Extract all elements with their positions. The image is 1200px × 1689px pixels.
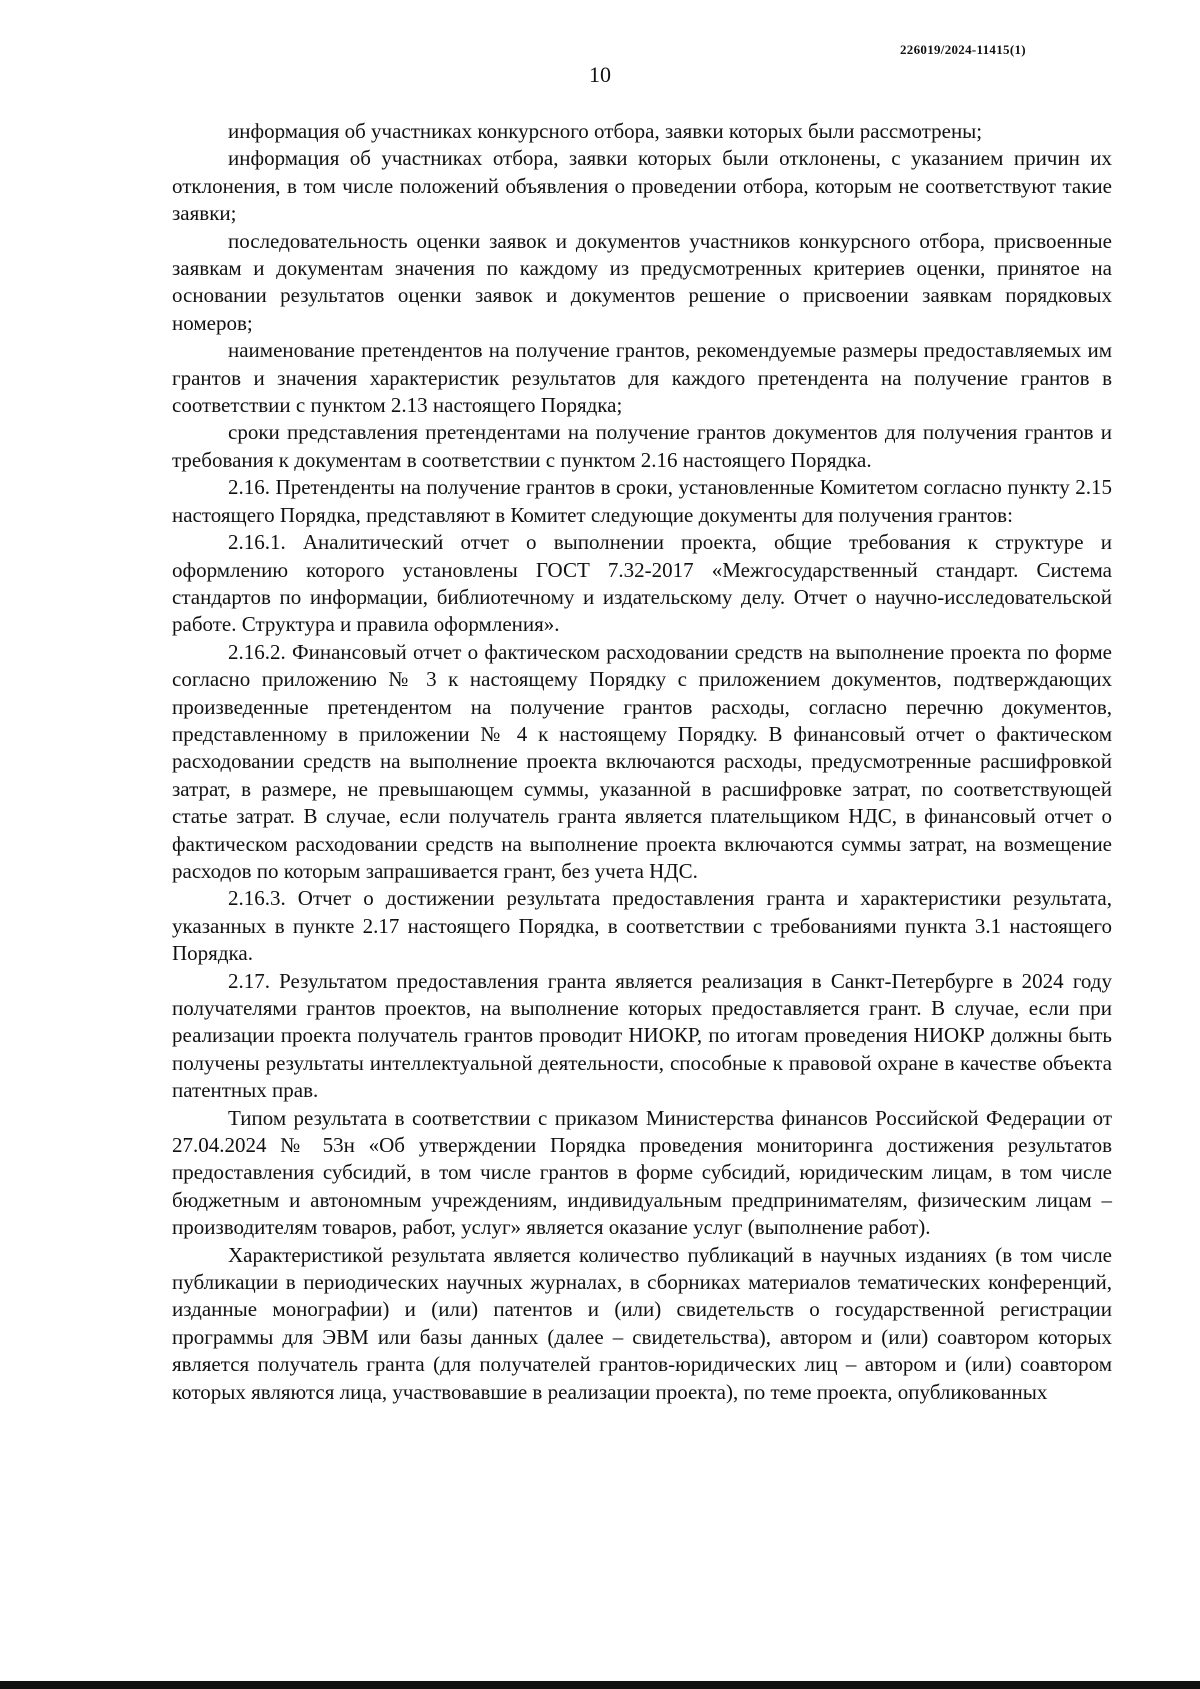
registration-number: 226019/2024-11415(1) (900, 42, 1026, 57)
paragraph-2-16-1: 2.16.1. Аналитический отчет о выполнении проекта, общие требования к структуре и оформлению которого установлены ГОСТ 7.32-2017 «Межгосударственный стандарт. Система стандартов по информации, библиотечному и издательскому делу. Отчет о научно-исследовательской работе. Структура и правила оформления». (172, 530, 1112, 637)
paragraph-rejected-participants: информация об участниках отбора, заявки которых были отклонены, с указанием причин их отклонения, в том числе положений объявления о проведении отбора, которым не соответствуют такие заявки; (172, 146, 1112, 226)
paragraph-2-16-3: 2.16.3. Отчет о достижении результата предоставления гранта и характеристики результата, указанных в пункте 2.17 настоящего Порядка, в соответствии с требованиями пункта 3.1 настоящего Порядка. (172, 886, 1112, 966)
document-body (172, 118, 1112, 1406)
paragraph-2-17: 2.17. Результатом предоставления гранта является реализация в Санкт-Петербурге в 2024 году получателями грантов проектов, на выполнение которых предоставляется грант. В случае, если при реализации проекта получатель грантов проводит НИОКР, по итогам проведения НИОКР должны быть получены результаты интеллектуальной деятельности, способные к правовой охране в качестве объекта патентных прав. (172, 968, 1112, 1103)
paragraph-result-type: Типом результата в соответствии с приказом Министерства финансов Российской Федерации от 27.04.2024 № 53н «Об утверждении Порядка проведения мониторинга достижения результатов предоставления субсидий, в том числе грантов в форме субсидий, юридическим лицам, в том числе бюджетным и автономным учреждениям, индивидуальным предпринимателям, физическим лицам – производителям товаров, работ, услуг» является оказание услуг (выполнение работ). (172, 1105, 1112, 1240)
paragraph-document-deadlines: сроки представления претендентами на получение грантов документов для получения грантов и требования к документам в соответствии с пунктом 2.16 настоящего Порядка. (172, 420, 1112, 472)
scan-bottom-edge (0, 1681, 1200, 1689)
paragraph-considered-participants: информация об участниках конкурсного отбора, заявки которых были рассмотрены; (228, 119, 983, 143)
paragraph-evaluation-sequence: последовательность оценки заявок и документов участников конкурсного отбора, присвоенные заявкам и документам значения по каждому из предусмотренных критериев оценки, принятое на основании результатов оценки заявок и документов решение о присвоении заявкам порядковых номеров; (172, 228, 1112, 335)
paragraph-result-characteristic: Характеристикой результата является количество публикаций в научных изданиях (в том числе публикации в периодических научных журналах, в сборниках материалов тематических конференций, изданные монографии) и (или) патентов и (или) свидетельств о государственной регистрации программы для ЭВМ или базы данных (далее – свидетельства), автором и (или) соавтором которых является получатель гранта (для получателей грантов-юридических лиц – автором и (или) соавтором которых являются лица, участвовавшие в реализации проекта), по теме проекта, опубликованных (172, 1242, 1112, 1404)
paragraph-2-16: 2.16. Претенденты на получение грантов в сроки, установленные Комитетом согласно пункту 2.15 настоящего Порядка, представляют в Комитет следующие документы для получения грантов: (172, 475, 1112, 527)
paragraph-applicant-names: наименование претендентов на получение грантов, рекомендуемые размеры предоставляемых им грантов и значения характеристик результатов для каждого претендента на получение грантов в соответствии с пунктом 2.13 настоящего Порядка; (172, 338, 1112, 418)
paragraph-2-16-2: 2.16.2. Финансовый отчет о фактическом расходовании средств на выполнение проекта по форме согласно приложению № 3 к настоящему Порядку с приложением документов, подтверждающих произведенные претендентом на получение грантов расходы, согласно перечню документов, представленному в приложении № 4 к настоящему Порядку. В финансовый отчет о фактическом расходовании средств на выполнение проекта включаются расходы, предусмотренные расшифровкой затрат, в размере, не превышающем суммы, указанной в расшифровке затрат, по соответствующей статье затрат. В случае, если получатель гранта является плательщиком НДС, в финансовый отчет о фактическом расходовании средств на выполнение проекта включаются суммы затрат, на возмещение расходов по которым запрашивается грант, без учета НДС. (172, 639, 1112, 883)
page-number: 10 (589, 62, 611, 87)
